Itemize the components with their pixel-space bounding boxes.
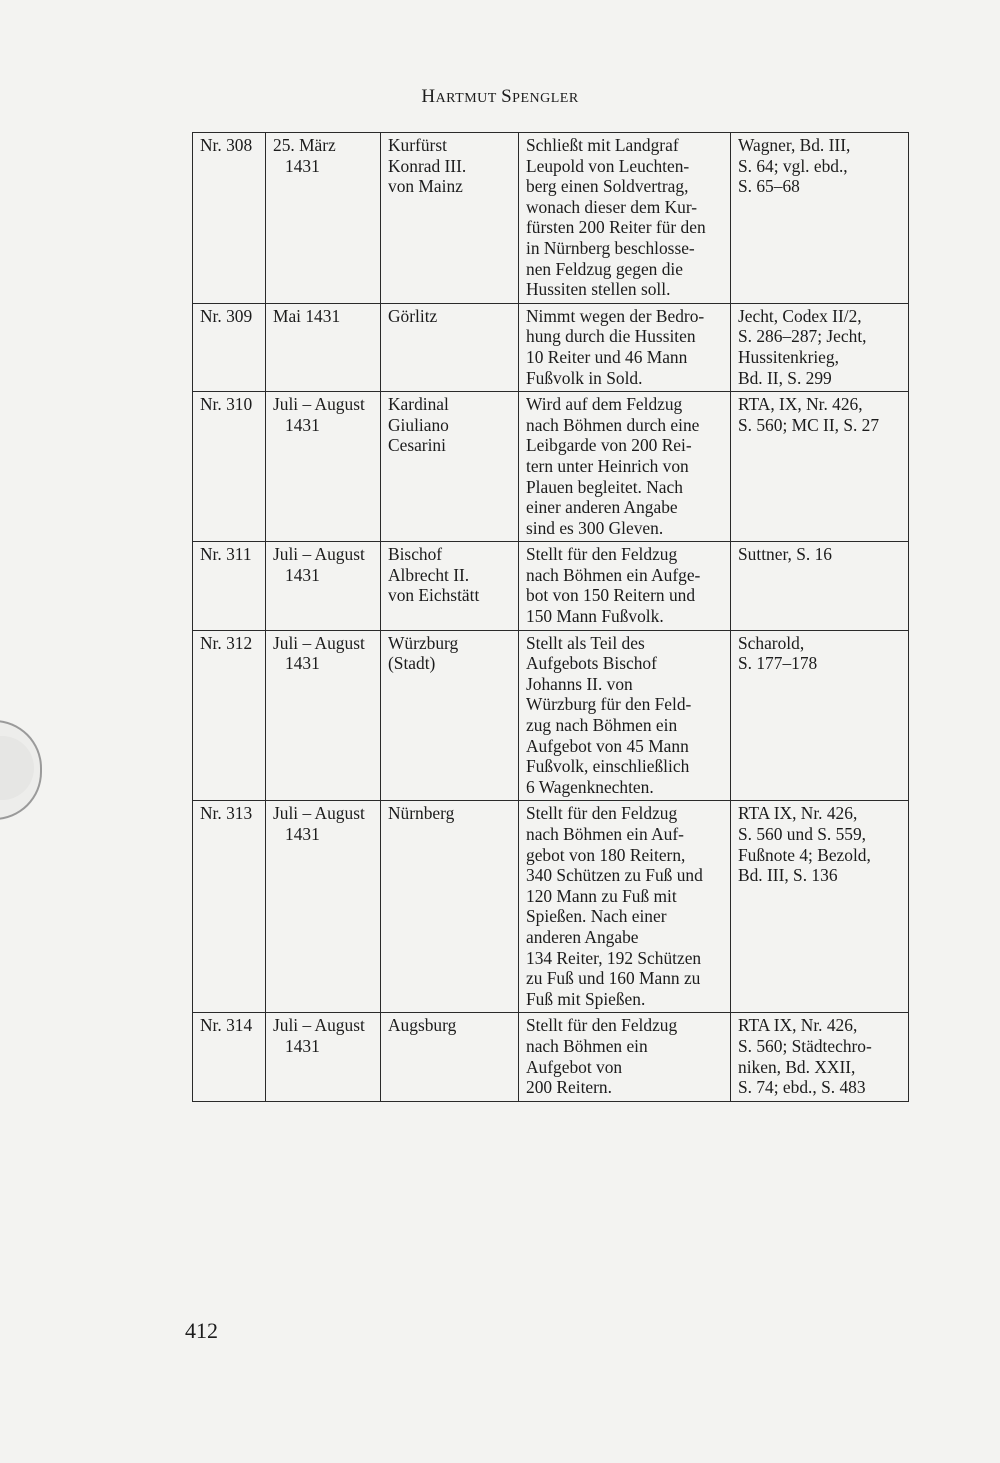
source-line: S. 560 und S. 559,	[738, 824, 867, 844]
chronology-table	[192, 132, 909, 1102]
description-line: 150 Mann Fußvolk.	[526, 606, 664, 627]
table-row	[193, 133, 909, 304]
source-cell	[731, 303, 909, 391]
actor-cell	[381, 542, 519, 630]
description-line: Stellt als Teil des	[526, 632, 645, 653]
entry-number-cell: Nr. 312	[193, 630, 266, 801]
date-line: 1431	[285, 155, 320, 176]
source-line: RTA, IX, Nr. 426,	[738, 394, 863, 415]
source-line: S. 74; ebd., S. 483	[738, 1077, 866, 1098]
description-line: Stellt für den Feldzug	[526, 1015, 678, 1036]
description-line: Schließt mit Landgraf	[526, 135, 679, 155]
actor-line: Albrecht II.	[388, 564, 470, 585]
actor-line: Görlitz	[388, 305, 438, 326]
description-line: nen Feldzug gegen die	[526, 258, 683, 279]
table-row	[193, 392, 909, 542]
source-line: Suttner, S. 16	[738, 544, 832, 565]
description-line: Aufgebot von 45 Mann	[526, 735, 689, 756]
description-line: Leupold von Leuchten-	[526, 155, 690, 176]
date-line: 25. März	[273, 135, 336, 155]
date-line: 1431	[285, 414, 320, 435]
entry-number-cell: Nr. 309	[193, 303, 266, 391]
source-line: Hussitenkrieg,	[738, 346, 839, 367]
entry-number-cell: Nr. 308	[193, 133, 266, 304]
date-line: 1431	[285, 824, 320, 844]
source-line: Fußnote 4; Bezold,	[738, 844, 871, 865]
description-line: 340 Schützen zu Fuß und	[526, 865, 703, 886]
description-line: Johanns II. von	[526, 673, 633, 694]
actor-line: Giuliano	[388, 414, 449, 435]
description-line: tern unter Heinrich von	[526, 455, 689, 476]
entry-number-cell: Nr. 313	[193, 801, 266, 1013]
description-cell	[519, 303, 731, 391]
date-line: Mai 1431	[273, 305, 341, 326]
source-line: Jecht, Codex II/2,	[738, 305, 862, 326]
actor-line: Kurfürst	[388, 135, 447, 155]
description-line: Fuß mit Spießen.	[526, 988, 646, 1009]
table-row	[193, 801, 909, 1013]
description-line: 134 Reiter, 192 Schützen	[526, 947, 702, 968]
source-line: Bd. II, S. 299	[738, 367, 832, 388]
source-line: S. 177–178	[738, 653, 818, 674]
actor-line: Bischof	[388, 544, 443, 565]
description-line: sind es 300 Gleven.	[526, 517, 664, 538]
description-line: wonach dieser dem Kur-	[526, 196, 698, 217]
description-line: Leibgarde von 200 Rei-	[526, 435, 692, 456]
description-line: Plauen begleitet. Nach	[526, 476, 683, 497]
description-line: bot von 150 Reitern und	[526, 585, 696, 606]
description-line: in Nürnberg beschlosse-	[526, 237, 695, 258]
date-line: Juli – August	[273, 632, 365, 653]
description-line: anderen Angabe	[526, 926, 639, 947]
description-cell	[519, 542, 731, 630]
actor-cell	[381, 392, 519, 542]
description-cell	[519, 133, 731, 304]
author-last-name-rest: PENGLER	[512, 91, 579, 106]
actor-cell	[381, 133, 519, 304]
date-cell	[266, 133, 381, 304]
description-line: Stellt für den Feldzug	[526, 803, 678, 824]
description-line: Stellt für den Feldzug	[526, 544, 678, 565]
description-line: nach Böhmen durch eine	[526, 414, 700, 435]
table-row	[193, 542, 909, 630]
description-line: Würzburg für den Feld-	[526, 694, 692, 715]
description-line: zu Fuß und 160 Mann zu	[526, 968, 701, 989]
source-cell	[731, 1013, 909, 1101]
description-line: einer anderen Angabe	[526, 497, 678, 518]
date-line: Juli – August	[273, 1015, 365, 1036]
description-cell	[519, 801, 731, 1013]
source-line: Bd. III, S. 136	[738, 865, 838, 886]
table-row	[193, 630, 909, 801]
date-cell	[266, 303, 381, 391]
description-line: nach Böhmen ein Auf-	[526, 824, 684, 844]
actor-line: Konrad III.	[388, 155, 467, 176]
date-line: Juli – August	[273, 803, 365, 824]
actor-line: von Mainz	[388, 176, 463, 197]
source-cell	[731, 392, 909, 542]
table-row	[193, 303, 909, 391]
description-line: berg einen Soldvertrag,	[526, 176, 689, 197]
description-line: Nimmt wegen der Bedro-	[526, 305, 705, 326]
date-line: Juli – August	[273, 544, 365, 565]
source-cell	[731, 801, 909, 1013]
page-number: 412	[185, 1318, 218, 1343]
source-line: S. 560; MC II, S. 27	[738, 414, 880, 435]
description-line: Aufgebots Bischof	[526, 653, 657, 674]
actor-line: (Stadt)	[388, 653, 436, 674]
date-cell	[266, 801, 381, 1013]
actor-line: Augsburg	[388, 1015, 457, 1036]
description-line: Fußvolk, einschließlich	[526, 756, 690, 777]
description-cell	[519, 1013, 731, 1101]
chronology-table-body	[193, 133, 909, 1102]
actor-line: Cesarini	[388, 435, 446, 456]
description-line: gebot von 180 Reitern,	[526, 844, 686, 865]
actor-cell	[381, 801, 519, 1013]
date-line: Juli – August	[273, 394, 365, 415]
date-cell	[266, 1013, 381, 1101]
description-line: Wird auf dem Feldzug	[526, 394, 683, 415]
description-line: Fußvolk in Sold.	[526, 367, 643, 388]
source-line: niken, Bd. XXII,	[738, 1056, 856, 1077]
description-line: nach Böhmen ein	[526, 1035, 648, 1056]
description-line: Aufgebot von	[526, 1056, 623, 1077]
date-line: 1431	[285, 1035, 320, 1056]
description-line: Spießen. Nach einer	[526, 906, 667, 927]
description-line: zug nach Böhmen ein	[526, 715, 678, 736]
date-cell	[266, 542, 381, 630]
description-line: 200 Reitern.	[526, 1077, 612, 1098]
date-line: 1431	[285, 653, 320, 674]
description-cell	[519, 392, 731, 542]
description-line: 6 Wagenknechten.	[526, 776, 654, 797]
entry-number-cell: Nr. 314	[193, 1013, 266, 1101]
source-line: S. 64; vgl. ebd.,	[738, 155, 848, 176]
description-line: hung durch die Hussiten	[526, 326, 696, 347]
source-cell	[731, 542, 909, 630]
date-cell	[266, 630, 381, 801]
table-row	[193, 1013, 909, 1101]
entry-number-cell: Nr. 311	[193, 542, 266, 630]
author-initial-first: H	[421, 86, 436, 107]
source-line: S. 65–68	[738, 176, 800, 197]
source-line: RTA IX, Nr. 426,	[738, 1015, 858, 1036]
author-first-name-rest: ARTMUT	[435, 91, 497, 106]
source-line: Wagner, Bd. III,	[738, 135, 851, 155]
actor-cell	[381, 303, 519, 391]
date-line: 1431	[285, 564, 320, 585]
actor-line: Nürnberg	[388, 803, 455, 824]
source-cell	[731, 133, 909, 304]
description-line: fürsten 200 Reiter für den	[526, 217, 706, 238]
actor-line: von Eichstätt	[388, 585, 480, 606]
description-line: 10 Reiter und 46 Mann	[526, 346, 688, 367]
actor-line: Kardinal	[388, 394, 449, 415]
source-line: RTA IX, Nr. 426,	[738, 803, 858, 824]
entry-number-cell: Nr. 310	[193, 392, 266, 542]
source-cell	[731, 630, 909, 801]
running-header	[0, 86, 1000, 108]
description-line: Hussiten stellen soll.	[526, 279, 671, 300]
description-line: nach Böhmen ein Aufge-	[526, 564, 701, 585]
date-cell	[266, 392, 381, 542]
description-cell	[519, 630, 731, 801]
actor-cell	[381, 1013, 519, 1101]
author-initial-last: S	[501, 86, 513, 107]
actor-cell	[381, 630, 519, 801]
description-line: 120 Mann zu Fuß mit	[526, 885, 677, 906]
actor-line: Würzburg	[388, 632, 459, 653]
source-line: S. 286–287; Jecht,	[738, 326, 867, 347]
source-line: S. 560; Städtechro-	[738, 1035, 872, 1056]
source-line: Scharold,	[738, 632, 805, 653]
